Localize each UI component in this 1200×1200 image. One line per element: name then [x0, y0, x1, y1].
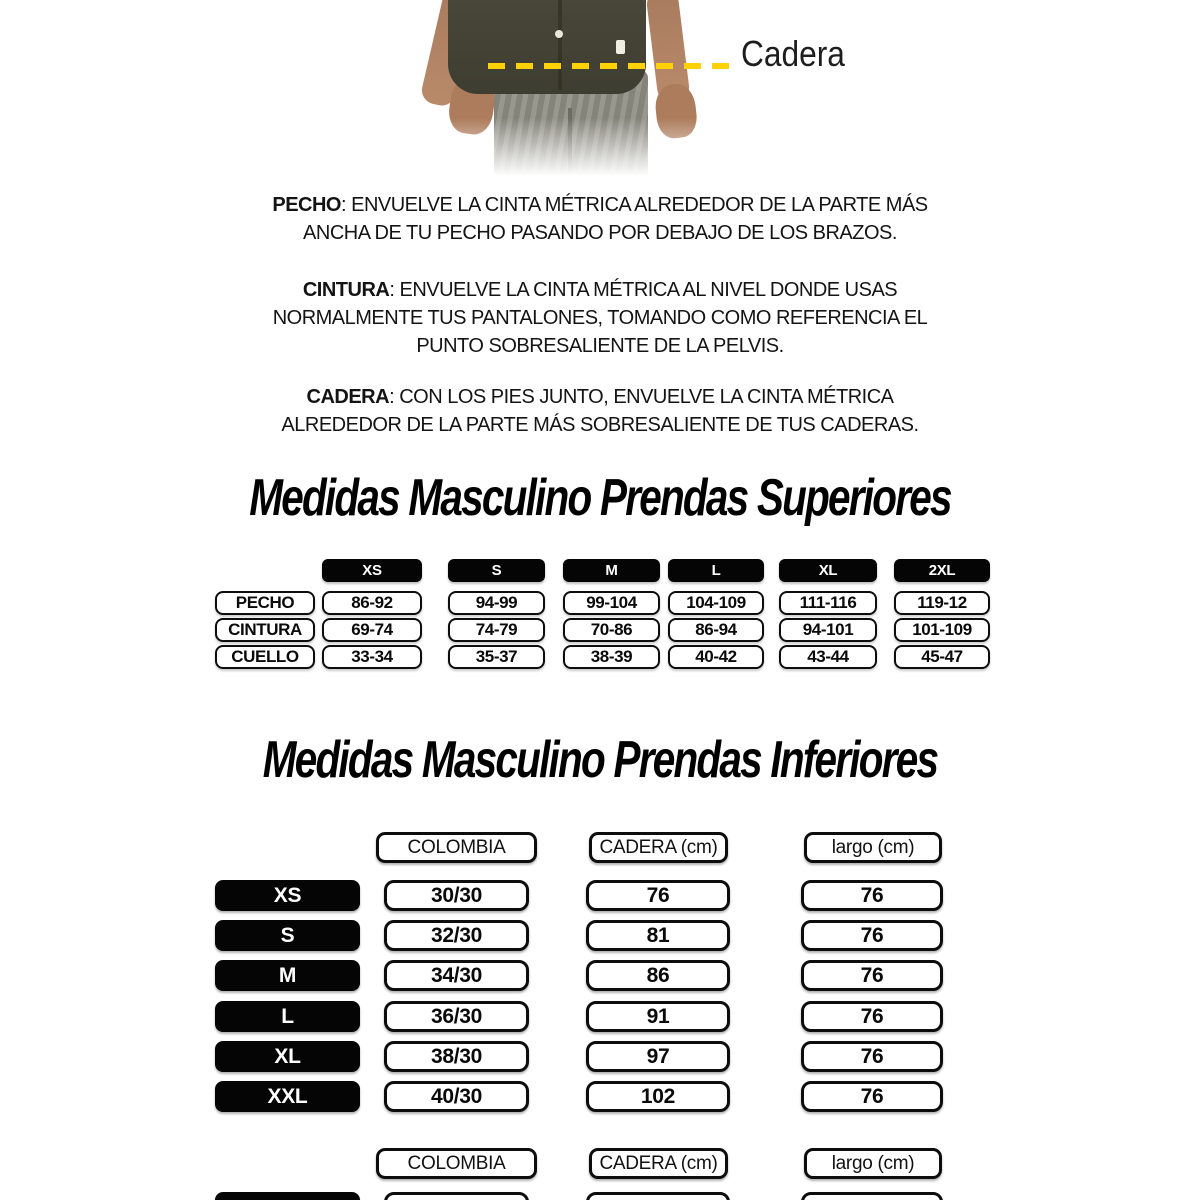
- cuello-xl: 43-44: [779, 645, 877, 669]
- table-row-cuello: [215, 645, 990, 669]
- cadera-dashed-line-icon: [488, 63, 735, 69]
- instruction-cintura-text-3: PUNTO SOBRESALIENTE DE LA PELVIS.: [416, 335, 784, 357]
- instruction-cintura: [0, 276, 1200, 360]
- col-header-cadera-2: CADERA (cm): [589, 1148, 728, 1179]
- cuello-2xl: 45-47: [894, 645, 990, 669]
- cintura-m: 70-86: [563, 618, 660, 642]
- xxl-colombia: 40/30: [384, 1081, 529, 1112]
- row-label-xs: XS: [215, 880, 360, 911]
- m-colombia: 34/30: [384, 960, 529, 991]
- col-header-largo-2: largo (cm): [804, 1148, 942, 1179]
- instruction-cintura-text: : ENVUELVE LA CINTA MÉTRICA AL NIVEL DONDE USAS: [389, 279, 898, 301]
- cintura-xl: 94-101: [779, 618, 877, 642]
- size-header-m: M: [563, 559, 660, 582]
- pecho-xl: 111-116: [779, 591, 877, 615]
- col-header-largo: largo (cm): [804, 832, 942, 863]
- row-label-xxl: XXL: [215, 1081, 360, 1112]
- row-label-m: M: [215, 960, 360, 991]
- col-header-colombia: COLOMBIA: [376, 832, 537, 863]
- partial-cell-largo: [801, 1192, 943, 1200]
- size-header-s: S: [448, 559, 545, 582]
- s-colombia: 32/30: [384, 920, 529, 951]
- s-cadera: 81: [586, 920, 730, 951]
- model-shirt-button: [555, 30, 563, 38]
- xs-cadera: 76: [586, 880, 730, 911]
- header-spacer: [215, 559, 315, 582]
- xs-colombia: 30/30: [384, 880, 529, 911]
- pecho-s: 94-99: [448, 591, 545, 615]
- pecho-m: 99-104: [563, 591, 660, 615]
- xxl-largo: 76: [801, 1081, 943, 1112]
- m-cadera: 86: [586, 960, 730, 991]
- xl-largo: 76: [801, 1041, 943, 1072]
- instruction-pecho-term: PECHO: [272, 194, 341, 216]
- row-label-pecho: PECHO: [215, 591, 315, 615]
- pecho-2xl: 119-12: [894, 591, 990, 615]
- cintura-s: 74-79: [448, 618, 545, 642]
- instruction-pecho-text-2: ANCHA DE TU PECHO PASANDO POR DEBAJO DE LOS BRAZOS.: [303, 222, 897, 244]
- row-label-xl: XL: [215, 1041, 360, 1072]
- model-shirt-placket: [558, 0, 562, 90]
- instruction-cadera-text: : CON LOS PIES JUNTO, ENVUELVE LA CINTA MÉTRICA: [389, 386, 894, 408]
- title-prendas-inferiores: Medidas Masculino Prendas Inferiores: [262, 729, 938, 789]
- cuello-l: 40-42: [668, 645, 764, 669]
- instruction-pecho: [0, 191, 1200, 247]
- table-inferiores-2: [215, 1148, 945, 1200]
- photo-fade-overlay: [420, 118, 740, 184]
- s-largo: 76: [801, 920, 943, 951]
- model-photo: [420, 0, 740, 184]
- size-header-xl: XL: [779, 559, 877, 582]
- table-row-pecho: [215, 591, 990, 615]
- m-largo: 76: [801, 960, 943, 991]
- row-label-cintura: CINTURA: [215, 618, 315, 642]
- partial-row-label: [215, 1192, 360, 1200]
- xl-colombia: 38/30: [384, 1041, 529, 1072]
- title-prendas-superiores: Medidas Masculino Prendas Superiores: [249, 467, 951, 527]
- row-label-l: L: [215, 1001, 360, 1032]
- cintura-l: 86-94: [668, 618, 764, 642]
- col-header-colombia-2: COLOMBIA: [376, 1148, 537, 1179]
- size-header-2xl: 2XL: [894, 559, 990, 582]
- cadera-label: Cadera: [741, 33, 845, 74]
- l-colombia: 36/30: [384, 1001, 529, 1032]
- instruction-cintura-text-2: NORMALMENTE TUS PANTALONES, TOMANDO COMO REFERENCIA EL: [272, 307, 928, 329]
- instruction-cintura-term: CINTURA: [302, 279, 390, 301]
- size-header-xs: XS: [322, 559, 422, 582]
- pecho-xs: 86-92: [322, 591, 422, 615]
- row-label-s: S: [215, 920, 360, 951]
- l-cadera: 91: [586, 1001, 730, 1032]
- pecho-l: 104-109: [668, 591, 764, 615]
- table-superiores-header-row: [215, 559, 990, 582]
- cintura-2xl: 101-109: [894, 618, 990, 642]
- partial-cell-colombia: [384, 1192, 529, 1200]
- table-row-cintura: [215, 618, 990, 642]
- cuello-s: 35-37: [448, 645, 545, 669]
- instruction-cadera: [0, 383, 1200, 439]
- model-shirt-tag: [616, 40, 625, 54]
- instruction-pecho-text: : ENVUELVE LA CINTA MÉTRICA ALREDEDOR DE LA PARTE MÁS: [340, 194, 928, 216]
- col-header-cadera: CADERA (cm): [589, 832, 728, 863]
- cuello-xs: 33-34: [322, 645, 422, 669]
- xxl-cadera: 102: [586, 1081, 730, 1112]
- row-label-cuello: CUELLO: [215, 645, 315, 669]
- instruction-cadera-term: CADERA: [306, 386, 390, 408]
- partial-cell-cadera: [586, 1192, 730, 1200]
- table-superiores: [215, 559, 995, 671]
- table-inferiores: [215, 832, 945, 1122]
- size-header-l: L: [668, 559, 764, 582]
- xl-cadera: 97: [586, 1041, 730, 1072]
- l-largo: 76: [801, 1001, 943, 1032]
- xs-largo: 76: [801, 880, 943, 911]
- cuello-m: 38-39: [563, 645, 660, 669]
- instruction-cadera-text-2: ALREDEDOR DE LA PARTE MÁS SOBRESALIENTE DE TUS CADERAS.: [281, 414, 919, 436]
- cintura-xs: 69-74: [322, 618, 422, 642]
